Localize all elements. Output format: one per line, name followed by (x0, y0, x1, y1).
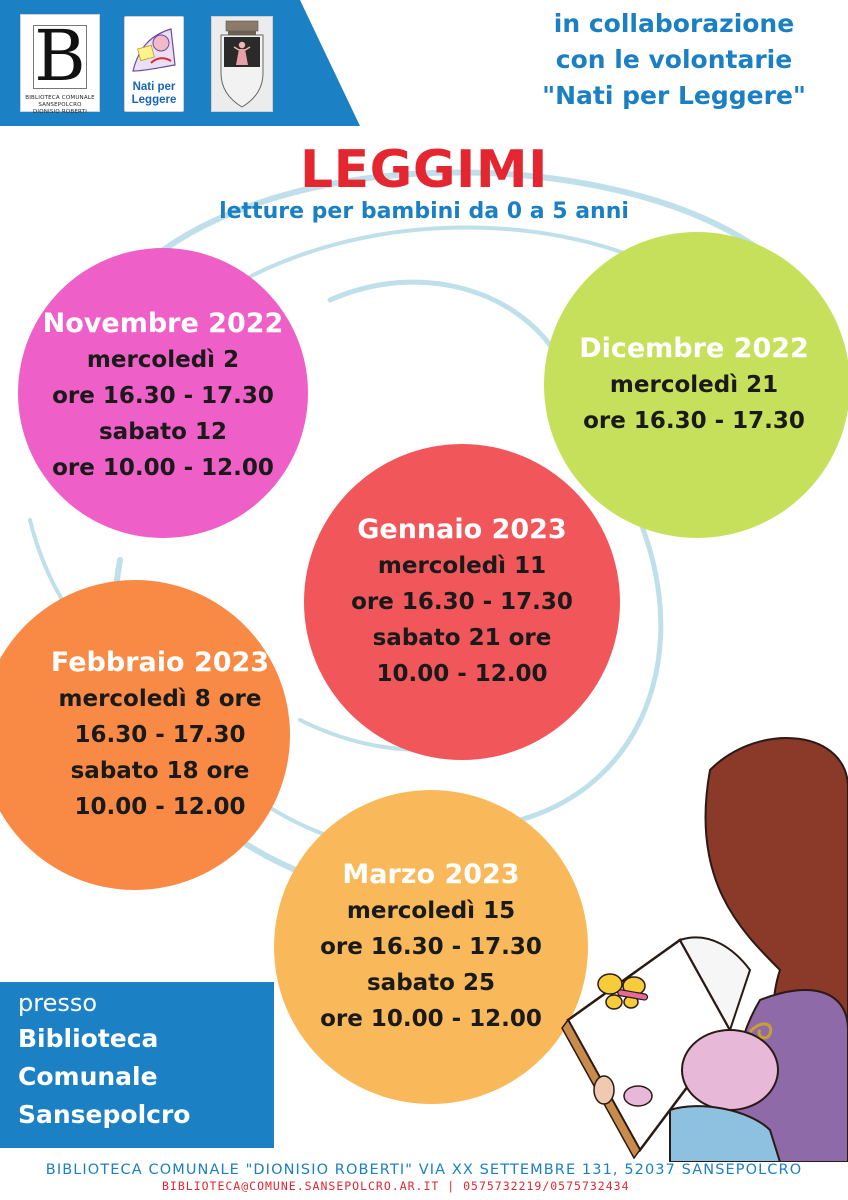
event-line: ore 10.00 - 12.00 (320, 1006, 542, 1032)
event-month: Febbraio 2023 (50, 647, 270, 678)
venue-text (18, 986, 190, 1134)
event-circle-marzo (274, 790, 588, 1104)
footer-contacts: BIBLIOTECA@COMUNE.SANSEPOLCRO.AR.IT | 0575732219/0575732434 (162, 1179, 630, 1193)
venue-line: Sansepolcro (18, 1100, 191, 1129)
venue-line: Biblioteca (18, 1024, 159, 1053)
event-line: 16.30 - 17.30 (74, 722, 246, 748)
collab-line: in collaborazione (553, 9, 795, 38)
event-month: Gennaio 2023 (357, 514, 567, 545)
event-line: 10.00 - 12.00 (376, 661, 548, 687)
event-line: 10.00 - 12.00 (74, 794, 246, 820)
nati-per-leggere-icon (131, 25, 177, 77)
event-line: ore 16.30 - 17.30 (583, 408, 805, 434)
event-month: Dicembre 2022 (579, 333, 809, 364)
collab-line: "Nati per Leggere" (542, 81, 806, 110)
venue-prefix: presso (18, 989, 98, 1017)
crest-icon (212, 17, 272, 111)
event-line: sabato 18 ore (70, 758, 250, 784)
event-line: ore 16.30 - 17.30 (351, 589, 573, 615)
event-line: sabato 25 (366, 970, 495, 996)
event-line: mercoledì 15 (346, 898, 516, 924)
biblioteca-logo (20, 14, 100, 115)
event-line: sabato 21 ore (372, 625, 552, 651)
nati-per-leggere-logo (124, 16, 184, 112)
venue-line: Comunale (18, 1062, 158, 1091)
event-line: sabato 12 (98, 419, 227, 445)
event-month: Novembre 2022 (42, 308, 284, 339)
event-circle-novembre (18, 248, 308, 538)
comune-crest (211, 16, 273, 112)
footer-address: BIBLIOTECA COMUNALE "DIONISIO ROBERTI" VIA XX SETTEMBRE 131, 52037 SANSEPOLCRO (45, 1162, 803, 1178)
collaboration-note (514, 6, 834, 114)
event-line: mercoledì 21 (609, 372, 779, 398)
biblioteca-logo-caption: BIBLIOTECA COMUNALE SANSEPOLCRO DIONISIO ROBERTI (25, 95, 95, 115)
reading-child-illustration (560, 730, 848, 1162)
page-subtitle: letture per bambini da 0 a 5 anni (219, 199, 629, 224)
event-line: ore 16.30 - 17.30 (52, 383, 274, 409)
page-title: LEGGIMI (300, 140, 548, 200)
event-circle-gennaio (304, 444, 620, 760)
event-line: mercoledì 2 (86, 347, 240, 373)
biblioteca-logo-letter: B (21, 17, 99, 95)
event-line: ore 16.30 - 17.30 (320, 934, 542, 960)
event-month: Marzo 2023 (342, 859, 520, 890)
event-circle-dicembre (544, 232, 848, 538)
collab-line: con le volontarie (555, 45, 793, 74)
nati-per-leggere-text: Nati per Leggere (131, 81, 177, 106)
event-line: ore 10.00 - 12.00 (52, 455, 274, 481)
event-line: mercoledì 11 (377, 553, 547, 579)
event-line: mercoledì 8 ore (58, 686, 262, 712)
